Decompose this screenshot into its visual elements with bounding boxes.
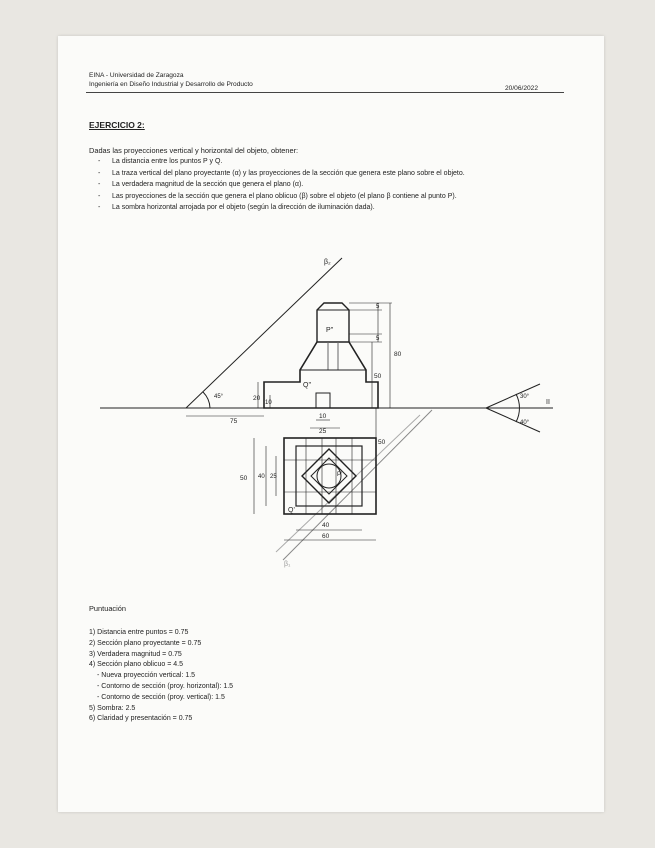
angle-label: 30° [520,394,530,400]
task-item: - La verdadera magnitud de la sección que genera el plano (α). [98,179,465,191]
angle-label: 40° [520,420,530,426]
task-item: - La traza vertical del plano proyectante (α) y las proyecciones de la sección que genera este plano sobre el objeto. [98,168,465,180]
object-vertical-view [264,342,378,408]
dim-label: 50 [374,373,382,380]
point-p-horizontal-label: P' [337,472,343,478]
scoring-item: 4) Sección plano oblicuo = 4.5 [89,661,183,669]
angle-label: 45° [214,394,224,400]
dim-label: 25 [270,474,277,480]
header-institution: EINA - Universidad de Zaragoza [89,72,184,79]
dim-label: 5 [376,336,380,342]
dim-label: 40 [322,522,330,529]
task-item: - La distancia entre los puntos P y Q. [98,156,465,168]
point-q-horizontal-label: Q' [288,507,295,514]
scoring-item: 1) Distancia entre puntos = 0.75 [89,629,189,636]
scoring-subitem: - Contorno de sección (proy. vertical): 1.5 [97,693,225,701]
beta-vertical-label: β₂ [324,259,331,266]
dim-label: 40 [258,474,265,480]
scoring-item: 3) Verdadera magnitud = 0.75 [89,650,182,658]
header-program: Ingeniería en Diseño Industrial y Desarrollo de Producto [89,81,253,88]
exercise-title: EJERCICIO 2: [89,120,145,130]
dim-label: 80 [394,351,402,358]
header-date: 20/06/2022 [505,85,539,92]
scoring-title: Puntuación [89,604,126,613]
dim-label: 60 [322,533,330,540]
object-vertical-slot [316,393,330,408]
task-item: - La sombra horizontal arrojada por el objeto (según la dirección de iluminación dada). [98,202,465,214]
dim-label: 20 [253,395,261,402]
scoring-list [89,628,233,725]
dim-label: 10 [265,400,272,406]
beta-angle-arc [203,392,210,408]
dim-label: 5 [376,304,380,310]
point-p-vertical-label: P'' [326,327,334,334]
dim-label: 75 [230,418,238,425]
scoring-subitem: - Contorno de sección (proy. horizontal): 1.5 [97,682,234,690]
scoring-item: 5) Sombra: 2.5 [89,704,136,712]
beta-horizontal-label: β₁ [284,561,291,568]
object-vertical-top [317,303,349,342]
exercise-intro: Dadas las proyecciones vertical y horizontal del objeto, obtener: [89,146,299,155]
light-direction-lower [486,408,540,432]
scoring-item: 2) Sección plano proyectante = 0.75 [89,639,202,647]
dim-label: 50 [240,475,248,482]
ground-line-mark: II [546,399,550,406]
beta-horizontal-trace [283,410,432,560]
dim-label: 50 [378,439,386,446]
task-item: - Las proyecciones de la sección que genera el plano oblicuo (β) sobre el objeto (el plano β contiene al punto P). [98,191,465,203]
scoring-subitem: - Nueva proyección vertical: 1.5 [97,672,196,680]
dim-label: 25 [319,428,327,435]
light-direction-upper [486,384,540,408]
dim-label: 10 [319,413,327,420]
point-q-vertical-label: Q'' [303,382,312,389]
scoring-item: 6) Claridad y presentación = 0.75 [89,715,193,723]
